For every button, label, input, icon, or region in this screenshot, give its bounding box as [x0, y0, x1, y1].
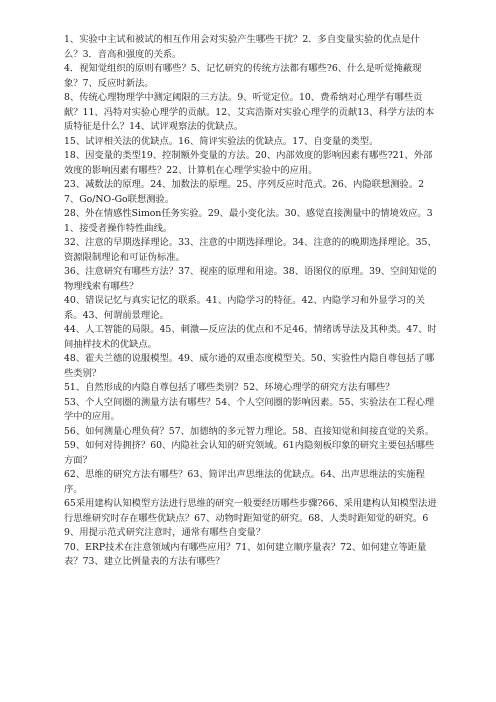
paragraph: 28、外在情感性Simon任务实验。29、最小变化法。30、感觉直接测量中的情境效应。31、接受者操作特性曲线。 [64, 208, 433, 234]
paragraph: 32、注意的早期选择理论。33、注意的中期选择理论。34、注意的的晚期选择理论。35、资源限制理论和可证伪标准。 [64, 237, 437, 263]
paragraph: 59、如何对待拥挤？60、内隐社会认知的研究领域。61内隐刻板印象的研究主要包括哪些方面？ [64, 440, 435, 466]
paragraph: 23、减数法的原理。24、加数法的原理。25、序列反应时范式。26、内隐联想测验。27、Go/NO-Go联想测验。 [64, 179, 425, 205]
paragraph: 8、传统心理物理学中测定阈限的三方法。9、听觉定位。10、费希纳对心理学有哪些贡献？11、冯特对实验心理学的贡献。12、艾宾浩斯对实验心理学的贡献13、科学方法的本质特征是什么？14、试评观察法的优缺点。 [64, 92, 435, 132]
question-list [64, 33, 438, 570]
paragraph: 62、思维的研究方法有哪些？63、简评出声思维法的优缺点。64、出声思维法的实施程序。 [64, 469, 425, 495]
paragraph: 4．视知觉组织的原则有哪些？5、记忆研究的传统方法都有哪些?6、什么是听觉掩蔽现象？7、反应时新法。 [64, 63, 422, 89]
paragraph: 51、自然形成的内隐自尊包括了哪些类别？52、环境心理学的研究方法有哪些？ [64, 382, 395, 393]
paragraph: 56、如何测量心理负荷？57、加德纳的多元智力理论。58、直接知觉和间接直觉的关系。 [64, 425, 435, 437]
paragraph: 65采用建构认知模型方法进行思维的研究一般要经历哪些步骤?66、采用建构认知模型法进行思维研究时存在哪些优缺点？67、动物时距知觉的研究。68、人类时距知觉的研究。69、用提示范式研究注意时，通常有哪些自变量？ [64, 498, 437, 538]
paragraph: 53、个人空间圈的测量方法有哪些？54、个人空间圈的影响因素。55、实验法在工程心理学中的应用。 [64, 396, 435, 422]
paragraph: 36、注意研究有哪些方法？37、视座的原理和用途。38、语图仪的原理。39、空间知觉的物理线索有哪些？ [64, 266, 437, 292]
paragraph: 44、人工智能的局限。45、刺激—反应法的优点和不足46、情绪诱导法及其种类。47、时间抽样技术的优缺点。 [64, 324, 437, 350]
paragraph: 70、ERP技术在注意领域内有哪些应用？71、如何建立顺序量表？72、如何建立等距量表？73、建立比例量表的方法有哪些？ [64, 541, 427, 567]
paragraph: 1、实验中主试和被试的相互作用会对实验产生哪些干扰？2．多自变量实验的优点是什么？3．音高和强度的关系。 [64, 34, 420, 60]
paragraph: 40、错误记忆与真实记忆的联系。41、内隐学习的特征。42、内隐学习和外显学习的关系。43、何谓前景理论。 [64, 295, 425, 321]
paragraph: 15、试评相关法的优缺点。16、简评实验法的优缺点。17、自变量的类型。 [64, 135, 379, 147]
paragraph: 48、霍夫兰德的说服模型。49、威尔逊的双重态度模型关。50、实验性内隐自尊包括了哪些类别？ [64, 353, 435, 379]
paragraph: 18、因变量的类型19、控制额外变量的方法。20、内部效度的影响因素有哪些?21、外部效度的影响因素有哪些？22、计算机在心理学实验中的应用。 [64, 150, 433, 176]
